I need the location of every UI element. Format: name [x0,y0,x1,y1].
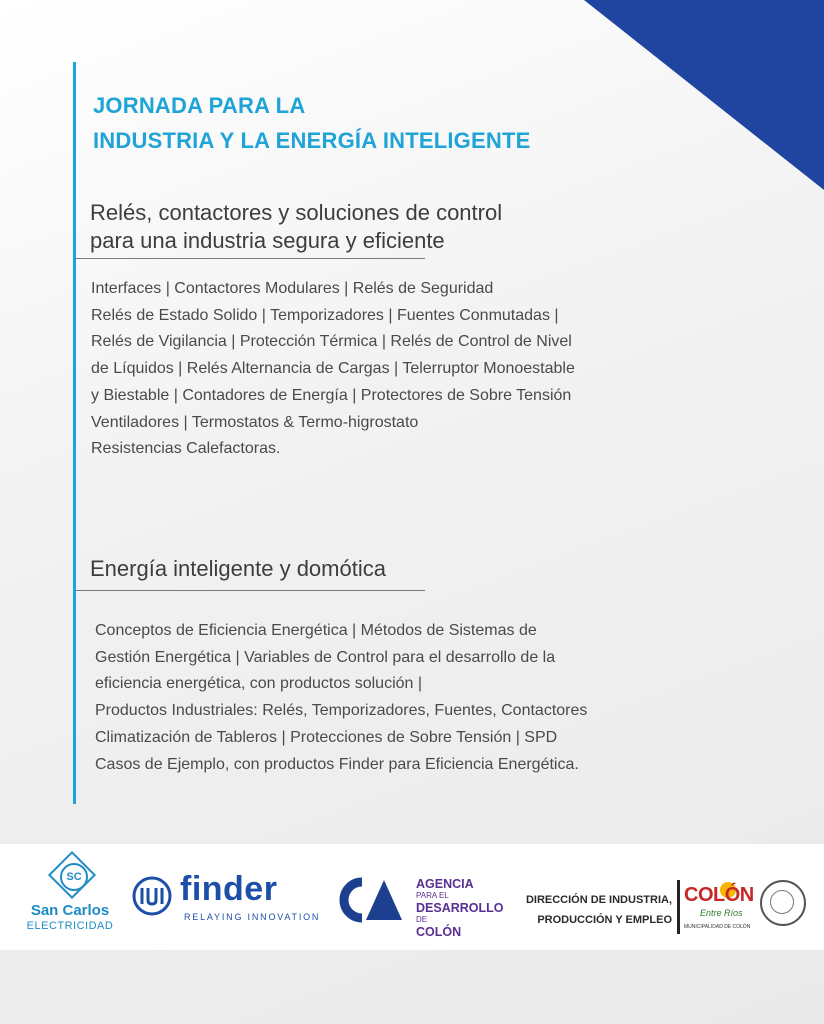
agencia-desarrollo-logo [332,874,512,939]
agencia-line: COLÓN [416,925,462,939]
event-title [93,88,530,158]
agencia-line: PARA EL [416,891,449,900]
colon-wordmark: COLÓN [684,884,754,906]
san-carlos-name: San Carlos [30,902,110,919]
direccion-line: DIRECCIÓN DE INDUSTRIA, [525,894,672,906]
body-line: Climatización de Tableros | Protecciones de Sobre Tensión | SPD [95,728,558,746]
san-carlos-logo [18,856,136,936]
finder-wordmark: finder [180,870,278,908]
accent-vertical-line [73,62,76,804]
section-heading-line: Relés, contactores y soluciones de control [90,200,503,225]
body-line: Casos de Ejemplo, con productos Finder para Eficiencia Energética. [95,755,579,773]
body-line: Resistencias Calefactoras. [91,440,281,458]
finder-tagline: RELAYING INNOVATION [184,912,321,922]
corner-triangle-decoration [584,0,824,190]
body-line: Productos Industriales: Relés, Temporizadores, Fuentes, Contactores [95,702,588,720]
body-line: Relés de Estado Solido | Temporizadores | Fuentes Conmutadas | [91,306,559,324]
body-line: Conceptos de Eficiencia Energética | Métodos de Sistemas de [95,622,537,639]
colon-entre-rios-logo [684,882,756,934]
section-heading-line: para una industria segura y eficiente [90,228,445,253]
body-line: Ventiladores | Termostatos & Termo-higrostato [91,413,419,431]
event-title-line-2: INDUSTRIA Y LA ENERGÍA INTELIGENTE [93,128,531,153]
agencia-line: DE [416,915,428,924]
san-carlos-subtitle: ELECTRICIDAD [26,920,114,932]
seal-inner-ring [770,890,794,914]
municipal-seal-icon [760,880,806,926]
agencia-line: DESARROLLO [416,901,504,915]
body-line: eficiencia energética, con productos solución | [95,675,423,693]
section-divider [76,590,425,591]
agencia-text [416,878,504,938]
section-divider [76,258,425,259]
body-line: Gestión Energética | Variables de Control para el desarrollo de la [95,648,556,666]
body-line: Relés de Vigilancia | Protección Térmica | Relés de Control de Nivel [91,333,572,351]
body-line: de Líquidos | Relés Alternancia de Cargas | Telerruptor Monoestable [91,360,575,378]
agencia-line: AGENCIA [416,877,474,891]
footer-separator [677,880,680,934]
section-heading-energy [90,555,386,583]
body-line: Interfaces | Contactores Modulares | Relés de Seguridad [91,280,494,297]
section-heading-line: Energía inteligente y domótica [90,556,386,581]
ca-monogram-icon [332,876,410,924]
event-title-line-1: JORNADA PARA LA [93,93,306,118]
san-carlos-mark: SC [60,863,88,891]
direccion-industria-label [518,890,672,930]
sponsor-footer [0,844,824,950]
finder-emblem-icon [132,876,172,916]
section-body-control [91,276,575,463]
section-body-energy [95,618,587,778]
colon-municipality: MUNICIPALIDAD DE COLÓN [684,924,751,930]
colon-subtitle: Entre Ríos [700,908,743,918]
body-line: y Biestable | Contadores de Energía | Protectores de Sobre Tensión [91,386,572,404]
finder-logo [132,870,322,926]
section-heading-control [90,199,502,255]
direccion-line: PRODUCCIÓN Y EMPLEO [537,914,672,926]
